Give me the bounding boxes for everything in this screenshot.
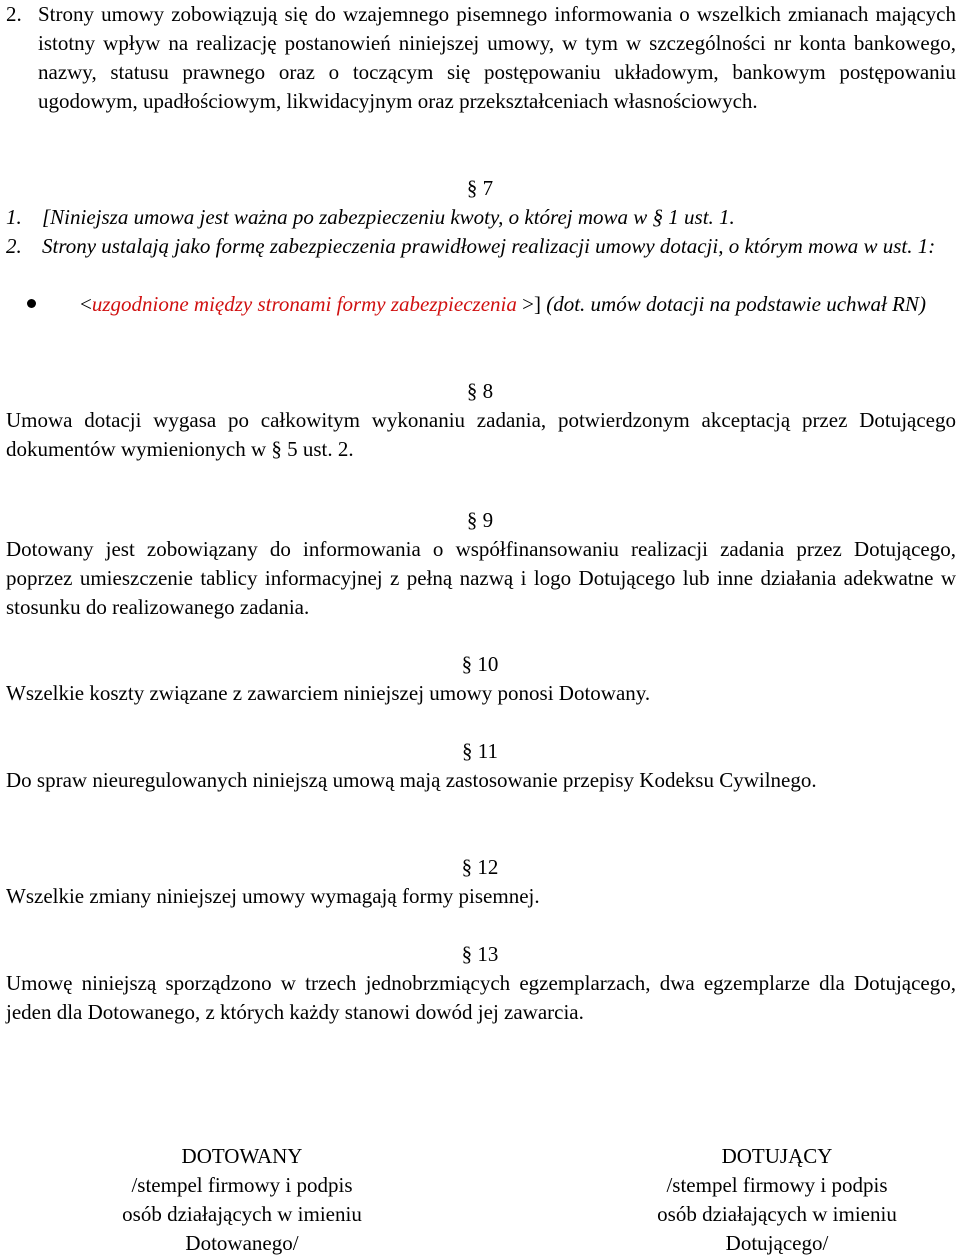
- bracket-close: >]: [516, 292, 547, 316]
- item-number: 2.: [6, 234, 22, 258]
- section-heading-11: § 11: [462, 739, 498, 763]
- paragraph-text: Strony umowy zobowiązują się do wzajemnego pisemnego informowania o wszelkich zmianach mających istotny wpływ na realizację postanowień niniejszej umowy, w tym w szczególności nr konta bankowego, nazwy, statusu prawnego oraz o toczącym się postępowaniu układowym, bankowym postępowaniu ugodowym, upadłościowym, likwidacyjnym oraz przekształceniach własnościowych.: [38, 2, 956, 113]
- section-heading-13: § 13: [461, 942, 499, 966]
- signature-line: osób działających w imieniu: [122, 1202, 362, 1226]
- bullet-item: [80, 290, 956, 319]
- section-heading-7: § 7: [466, 176, 494, 200]
- bullet-icon: [27, 299, 36, 308]
- paragraph-text: Umowa dotacji wygasa po całkowitym wykonaniu zadania, potwierdzonym akceptacją przez Dotującego dokumentów wymienionych w § 5 ust. 2.: [6, 408, 956, 461]
- signature-line: /stempel firmowy i podpis: [666, 1173, 888, 1197]
- paragraph-text: [Niniejsza umowa jest ważna po zabezpieczeniu kwoty, o której mowa w § 1 ust. 1.: [42, 205, 735, 229]
- paragraph-text: Wszelkie zmiany niniejszej umowy wymagają formy pisemnej.: [6, 884, 540, 908]
- paragraph-text: Wszelkie koszty związane z zawarciem niniejszej umowy ponosi Dotowany.: [6, 681, 651, 705]
- signature-title: DOTUJĄCY: [721, 1144, 833, 1168]
- bracket-open: <: [80, 292, 92, 316]
- section-heading-8: § 8: [466, 379, 494, 403]
- item-number: 2.: [6, 2, 22, 26]
- signature-block-dotowany: [72, 1142, 412, 1258]
- placeholder-text: uzgodnione między stronami formy zabezpieczenia: [91, 292, 517, 316]
- note-text: (dot. umów dotacji na podstawie uchwał RN): [546, 292, 926, 316]
- signature-block-dotujacy: [607, 1142, 947, 1258]
- paragraph-text: Umowę niniejszą sporządzono w trzech jednobrzmiących egzemplarzach, dwa egzemplarze dla Dotującego, jeden dla Dotowanego, z których każdy stanowi dowód jej zawarcia.: [6, 971, 956, 1024]
- paragraph-text: Do spraw nieuregulowanych niniejszą umową mają zastosowanie przepisy Kodeksu Cywilnego.: [6, 768, 817, 792]
- signature-line: /stempel firmowy i podpis: [131, 1173, 353, 1197]
- signature-line: osób działających w imieniu: [657, 1202, 897, 1226]
- paragraph-text: Dotowany jest zobowiązany do informowania o współfinansowaniu realizacji zadania przez Dotującego, poprzez umieszczenie tablicy informacyjnej z pełną nazwą i logo Dotującego lub inne działania adekwatne w stosunku do realizowanego zadania.: [6, 537, 956, 619]
- signature-title: DOTOWANY: [181, 1144, 303, 1168]
- paragraph-text: Strony ustalają jako formę zabezpieczenia prawidłowej realizacji umowy dotacji, o którym mowa w ust. 1:: [42, 234, 936, 258]
- item-number: 1.: [6, 205, 22, 229]
- section-heading-10: § 10: [461, 652, 499, 676]
- section-heading-12: § 12: [461, 855, 499, 879]
- section-heading-9: § 9: [466, 508, 494, 532]
- signature-line: Dotującego/: [725, 1231, 829, 1255]
- signature-line: Dotowanego/: [185, 1231, 299, 1255]
